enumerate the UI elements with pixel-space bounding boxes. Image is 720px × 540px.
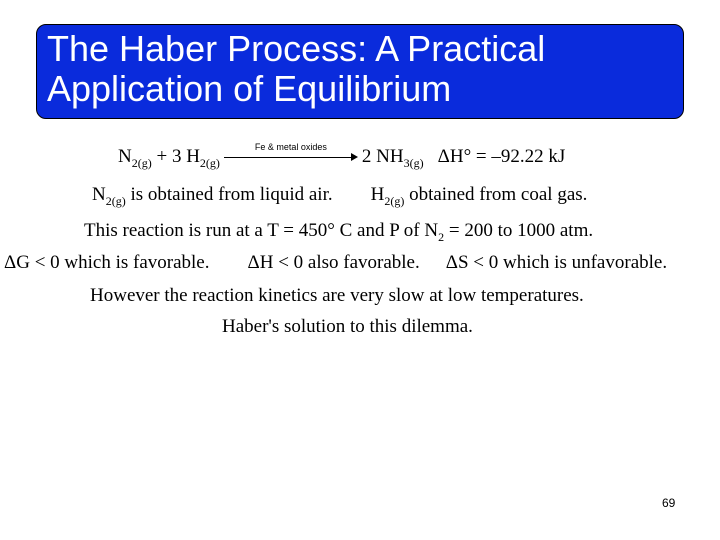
reaction-conditions: [84, 220, 593, 242]
conditions-text-2: = 200 to 1000 atm.: [444, 220, 594, 241]
enthalpy-value: ΔH° = –92.22 kJ: [437, 146, 566, 167]
nh3-state: 3(g): [403, 156, 424, 170]
delta-h-text: ΔH < 0 also favorable.: [247, 252, 420, 273]
slide-title: [36, 24, 684, 119]
arrow-shaft: [224, 157, 356, 158]
h2-state: 2(g): [199, 156, 220, 170]
delta-g-text: ΔG < 0 which is favorable.: [4, 252, 210, 273]
kinetics-note: However the reaction kinetics are very slow at low temperatures.: [90, 285, 584, 306]
reaction-arrow: [224, 142, 358, 168]
conditions-sub: 2: [438, 230, 445, 244]
n2-source-formula: N: [92, 184, 106, 205]
title-line-2: Application of Equilibrium: [47, 68, 452, 109]
arrow-head-icon: [351, 153, 358, 161]
n2-source-text: is obtained from liquid air.: [125, 184, 333, 205]
h2-source-formula: H: [370, 184, 385, 205]
h2-formula: + 3 H: [151, 146, 200, 167]
delta-s-text: ΔS < 0 which is unfavorable.: [445, 252, 668, 273]
n2-source-state: 2(g): [105, 194, 126, 208]
h2-source-text: obtained from coal gas.: [404, 184, 588, 205]
page-number: 69: [662, 496, 676, 510]
thermodynamics-line: [4, 252, 667, 274]
solution-note: Haber's solution to this dilemma.: [222, 316, 473, 337]
conditions-text-1: This reaction is run at a T = 450° C and P of N: [84, 220, 439, 241]
nh3-formula: 2 NH: [361, 146, 404, 167]
reaction-equation: [118, 142, 566, 170]
n2-formula: N: [118, 146, 132, 167]
catalyst-label: Fe & metal oxides: [254, 142, 327, 152]
h2-source-state: 2(g): [384, 194, 405, 208]
reactant-sources: [92, 184, 587, 206]
title-line-1: The Haber Process: A Practical: [47, 28, 546, 69]
n2-state: 2(g): [131, 156, 152, 170]
